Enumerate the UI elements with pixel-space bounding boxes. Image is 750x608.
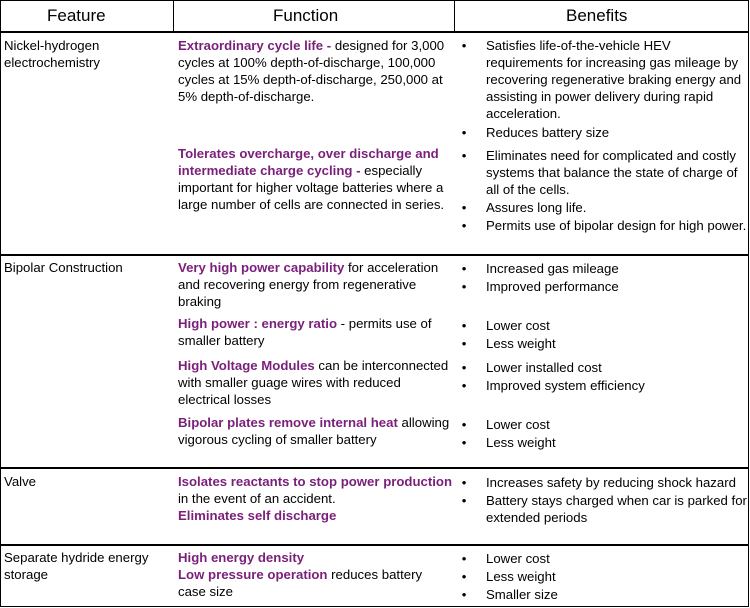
bullet-icon: • <box>461 279 467 294</box>
function-highlight: Very high power capability <box>178 260 345 275</box>
benefit-item <box>459 278 747 295</box>
function-highlight: Extraordinary cycle life - <box>178 38 332 53</box>
benefit-item <box>459 377 747 394</box>
bullet-icon: • <box>461 38 467 53</box>
benefit-text: Lower cost <box>486 551 550 566</box>
function-text: in the event of an accident. <box>178 491 336 506</box>
bullet-icon: • <box>461 125 467 140</box>
function-cell <box>178 473 453 524</box>
benefit-item <box>459 568 747 585</box>
feature-cell: Valve <box>4 474 37 489</box>
benefit-text: Eliminates need for complicated and costly systems that balance the state of charge of all of the cells. <box>486 148 738 197</box>
function-text: designed for 3,000 cycles at 100% depth-of-discharge, 100,000 cycles at 15% depth-of-discharge, 250,000 at 5% depth-of-discharge. <box>178 38 445 104</box>
bullet-icon: • <box>461 587 467 602</box>
bullet-icon: • <box>461 261 467 276</box>
benefit-item <box>459 492 747 526</box>
header-function: Function <box>273 6 339 25</box>
benefits-cell <box>459 550 747 603</box>
bullet-icon: • <box>461 435 467 450</box>
function-cell <box>178 549 453 600</box>
benefit-item <box>459 474 747 491</box>
benefit-item <box>459 124 747 141</box>
benefit-item <box>459 586 747 603</box>
function-highlight: Eliminates self discharge <box>178 508 337 523</box>
function-cell <box>178 315 453 349</box>
function-highlight: Low pressure operation <box>178 567 328 582</box>
benefits-cell <box>459 416 747 451</box>
benefit-text: Lower cost <box>486 417 550 432</box>
bullet-icon: • <box>461 200 467 215</box>
benefit-text: Assures long life. <box>486 200 587 215</box>
bullet-icon: • <box>461 569 467 584</box>
benefits-cell <box>459 260 747 295</box>
benefit-text: Less weight <box>486 569 556 584</box>
function-text: for acceleration and recovering energy from regenerative braking <box>178 260 439 309</box>
bullet-icon: • <box>461 493 467 508</box>
benefit-text: Increases safety by reducing shock hazard <box>486 475 736 490</box>
benefits-cell <box>459 359 747 394</box>
header-divider <box>173 1 174 31</box>
benefit-text: Satisfies life-of-the-vehicle HEV requirements for increasing gas mileage by recovering regenerative braking energy and assisting in power delivery during rapid acceleration. <box>486 38 742 121</box>
benefit-text: Less weight <box>486 336 556 351</box>
function-text: especially important for higher voltage batteries where a large number of cells are connected in series. <box>178 163 445 212</box>
feature-cell: Nickel-hydrogen electrochemistry <box>4 38 101 70</box>
benefit-text: Lower cost <box>486 318 550 333</box>
function-cell <box>178 414 453 448</box>
bullet-icon: • <box>461 475 467 490</box>
benefit-item <box>459 359 747 376</box>
function-highlight: High Voltage Modules <box>178 358 315 373</box>
header-divider <box>454 1 455 31</box>
benefit-item <box>459 550 747 567</box>
function-cell <box>178 145 453 213</box>
function-highlight: High power : energy ratio <box>178 316 338 331</box>
benefit-item <box>459 416 747 433</box>
bullet-icon: • <box>461 336 467 351</box>
benefit-item <box>459 147 747 198</box>
bullet-icon: • <box>461 318 467 333</box>
function-text: - permits use of smaller battery <box>178 316 432 348</box>
benefit-text: Increased gas mileage <box>486 261 619 276</box>
function-text: can be interconnected with smaller guage wires with reduced electrical losses <box>178 358 449 407</box>
table-row <box>1 256 748 466</box>
benefit-item <box>459 199 747 216</box>
feature-cell: Separate hydride energy storage <box>4 550 149 582</box>
bullet-icon: • <box>461 417 467 432</box>
header-feature: Feature <box>47 6 106 25</box>
benefit-text: Lower installed cost <box>486 360 602 375</box>
benefit-item <box>459 434 747 451</box>
table-row <box>1 546 748 606</box>
benefits-cell <box>459 147 747 234</box>
bullet-icon: • <box>461 360 467 375</box>
bullet-icon: • <box>461 218 467 233</box>
benefits-cell <box>459 37 747 141</box>
bullet-icon: • <box>461 148 467 163</box>
function-cell <box>178 37 453 105</box>
table-row <box>1 33 748 253</box>
function-highlight: Tolerates overcharge, over discharge and intermediate charge cycling - <box>178 146 439 178</box>
benefit-text: Smaller size <box>486 587 558 602</box>
function-highlight: Isolates reactants to stop power production <box>178 474 453 489</box>
bullet-icon: • <box>461 378 467 393</box>
function-cell <box>178 259 453 310</box>
benefit-item <box>459 217 747 234</box>
function-highlight: High energy density <box>178 550 305 565</box>
benefits-cell <box>459 317 747 352</box>
feature-cell: Bipolar Construction <box>4 260 123 275</box>
benefit-text: Less weight <box>486 435 556 450</box>
benefit-item <box>459 37 747 122</box>
function-text: allowing vigorous cycling of smaller battery <box>178 415 450 447</box>
benefit-text: Battery stays charged when car is parked for extended periods <box>486 493 747 525</box>
benefit-item <box>459 317 747 334</box>
table-row <box>1 469 748 542</box>
function-cell <box>178 357 453 408</box>
benefit-text: Permits use of bipolar design for high power. <box>486 218 747 233</box>
benefits-cell <box>459 474 747 526</box>
header-benefits: Benefits <box>566 6 628 25</box>
bullet-icon: • <box>461 551 467 566</box>
table-header <box>1 1 748 33</box>
benefit-text: Improved system efficiency <box>486 378 645 393</box>
function-highlight: Bipolar plates remove internal heat <box>178 415 398 430</box>
benefit-item <box>459 260 747 277</box>
function-text: reduces battery case size <box>178 567 423 599</box>
benefit-text: Reduces battery size <box>486 125 610 140</box>
benefit-item <box>459 335 747 352</box>
benefit-text: Improved performance <box>486 279 619 294</box>
